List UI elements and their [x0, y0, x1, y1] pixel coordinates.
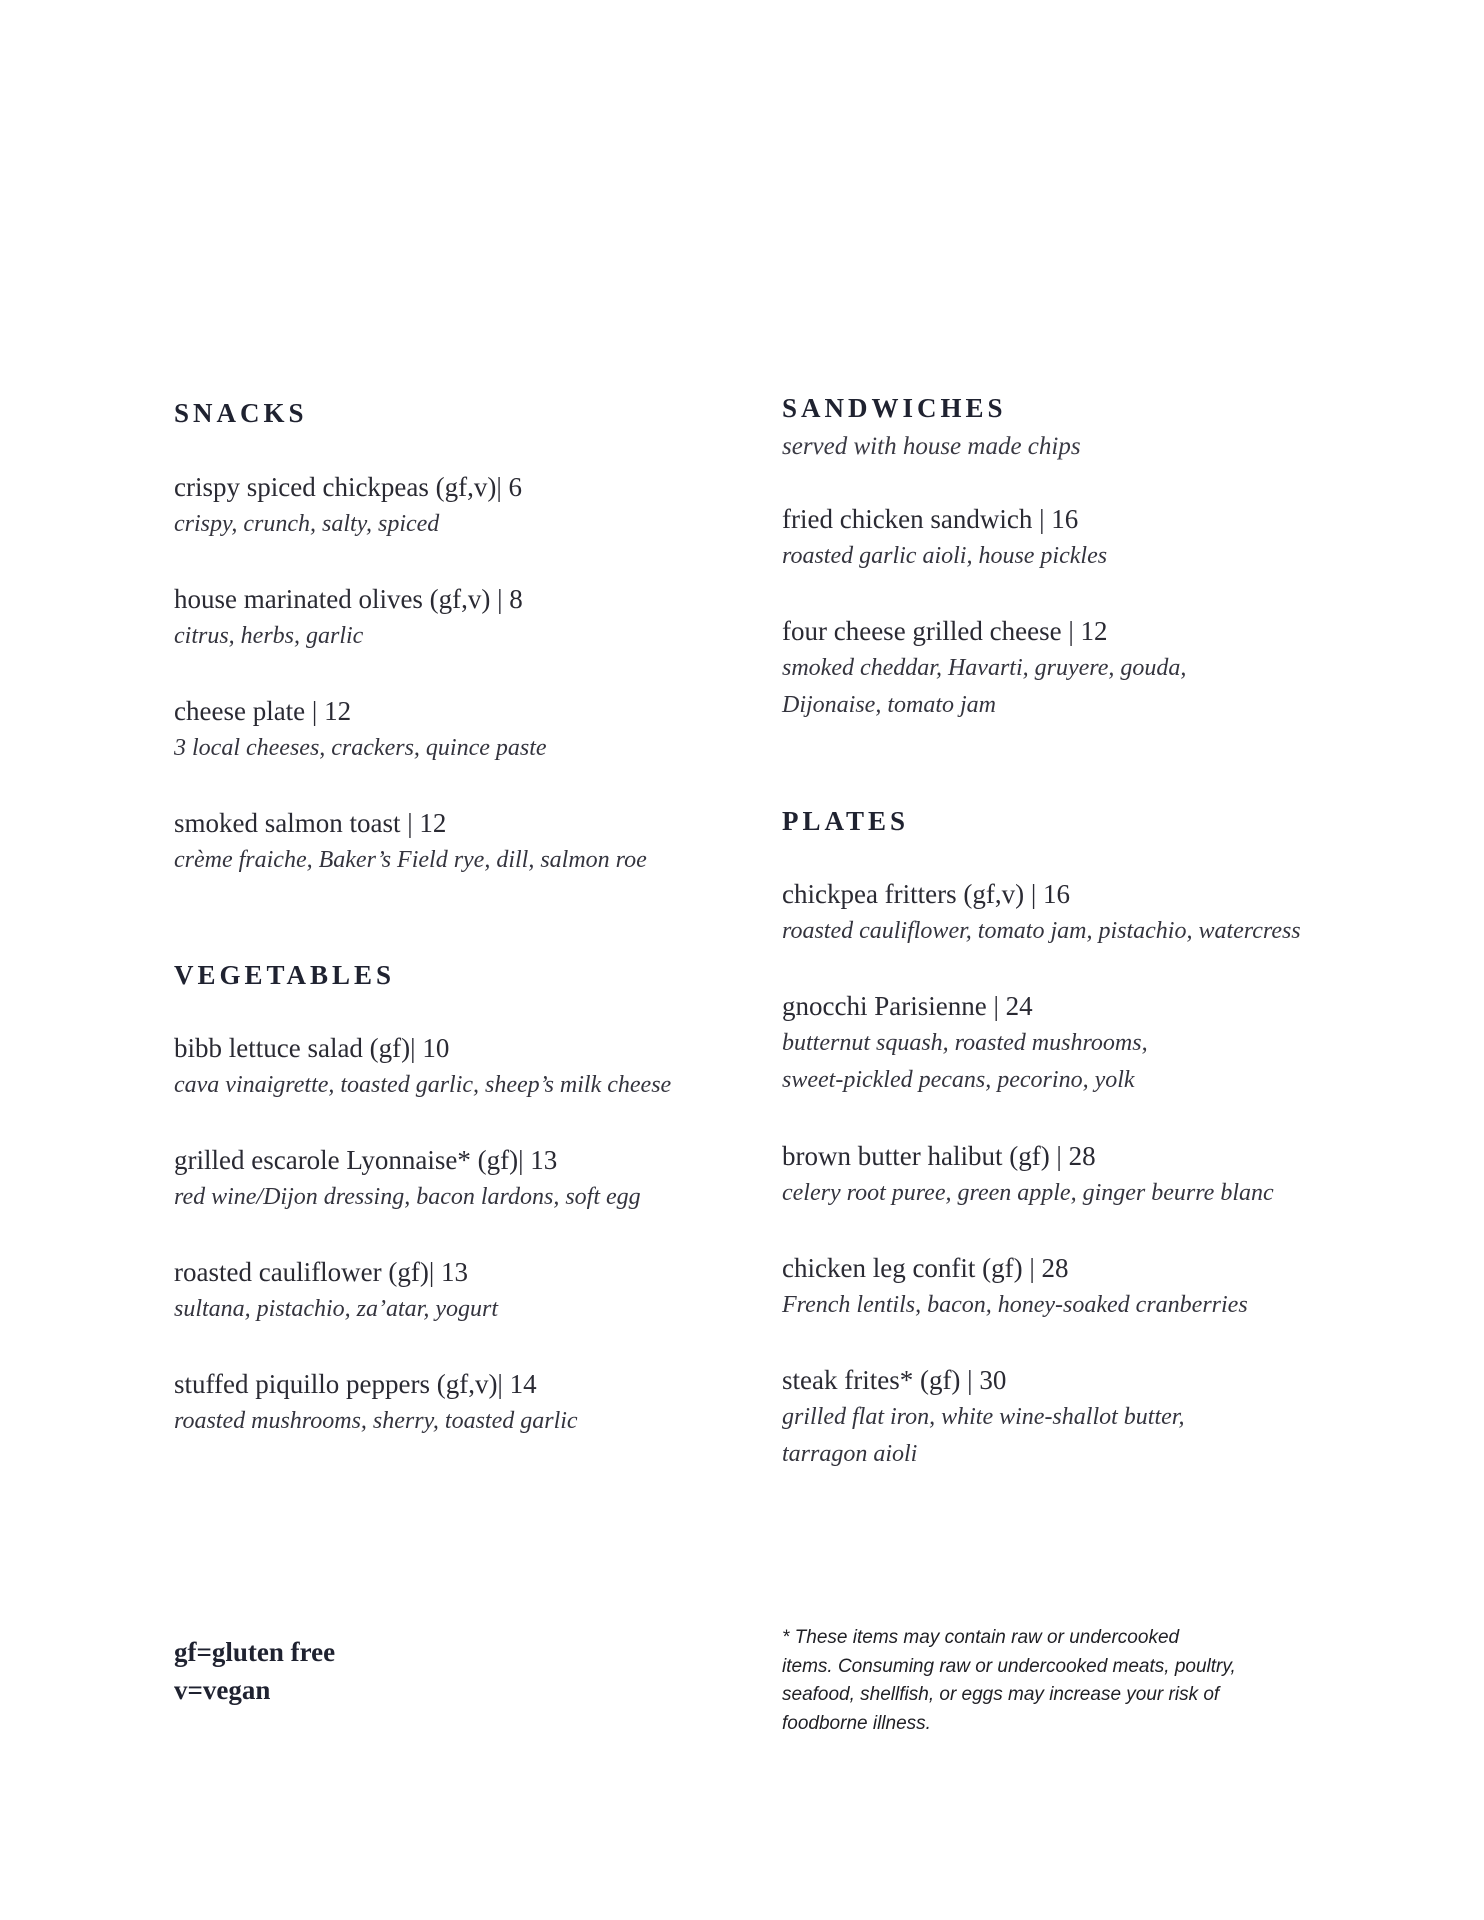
item-description: grilled flat iron, white wine-shallot butter, [782, 1404, 1185, 1430]
item-description: red wine/Dijon dressing, bacon lardons, soft egg [174, 1184, 641, 1210]
item-description: tarragon aioli [782, 1441, 918, 1467]
section-heading-snacks: SNACKS [174, 398, 308, 428]
menu-item [174, 1029, 794, 1104]
disclaimer-line: items. Consuming raw or undercooked meats, poultry, [782, 1655, 1236, 1677]
menu-item [174, 1141, 794, 1216]
item-description: crème fraiche, Baker’s Field rye, dill, salmon roe [174, 847, 647, 873]
raw-food-disclaimer [782, 1624, 1282, 1738]
item-description: smoked cheddar, Havarti, gruyere, gouda, [782, 655, 1187, 681]
menu-item [174, 692, 794, 767]
menu-item [174, 468, 794, 543]
item-name: house marinated olives (gf,v) | 8 [174, 584, 523, 614]
item-name: steak frites* (gf) | 30 [782, 1365, 1007, 1395]
item-description: sultana, pistachio, za’atar, yogurt [174, 1296, 499, 1322]
menu-item [174, 804, 794, 879]
menu-item [174, 580, 794, 655]
item-description: roasted garlic aioli, house pickles [782, 543, 1108, 569]
menu-item [782, 612, 1402, 724]
item-description: roasted mushrooms, sherry, toasted garlic [174, 1408, 578, 1434]
section-heading-vegetables: VEGETABLES [174, 960, 396, 990]
section-heading-sandwiches: SANDWICHES [782, 393, 1007, 423]
legend-vegan: v=vegan [174, 1675, 271, 1705]
menu-item [782, 1137, 1402, 1212]
item-description: butternut squash, roasted mushrooms, [782, 1030, 1148, 1056]
item-description: 3 local cheeses, crackers, quince paste [174, 735, 547, 761]
item-name: four cheese grilled cheese | 12 [782, 616, 1108, 646]
item-name: bibb lettuce salad (gf)| 10 [174, 1033, 450, 1063]
item-name: chickpea fritters (gf,v) | 16 [782, 879, 1071, 909]
menu-item [782, 875, 1402, 950]
item-name: stuffed piquillo peppers (gf,v)| 14 [174, 1369, 537, 1399]
item-name: brown butter halibut (gf) | 28 [782, 1141, 1096, 1171]
item-description: French lentils, bacon, honey-soaked cranberries [782, 1292, 1248, 1318]
disclaimer-line: foodborne illness. [782, 1712, 931, 1734]
item-description: sweet-pickled pecans, pecorino, yolk [782, 1067, 1135, 1093]
item-name: grilled escarole Lyonnaise* (gf)| 13 [174, 1145, 558, 1175]
menu-item [782, 987, 1402, 1099]
dietary-legend [174, 1633, 335, 1709]
disclaimer-line: seafood, shellfish, or eggs may increase your risk of [782, 1684, 1220, 1705]
item-description: roasted cauliflower, tomato jam, pistachio, watercress [782, 918, 1301, 944]
item-name: fried chicken sandwich | 16 [782, 504, 1079, 534]
item-description: Dijonaise, tomato jam [782, 692, 996, 718]
section-subheading: served with house made chips [782, 433, 1081, 460]
menu-item [174, 1365, 794, 1440]
menu-item [782, 1361, 1402, 1473]
disclaimer-line: * These items may contain raw or undercooked [782, 1627, 1180, 1648]
item-description: celery root puree, green apple, ginger beurre blanc [782, 1180, 1274, 1206]
item-name: crispy spiced chickpeas (gf,v)| 6 [174, 472, 523, 502]
item-name: chicken leg confit (gf) | 28 [782, 1253, 1069, 1283]
item-name: gnocchi Parisienne | 24 [782, 991, 1033, 1021]
item-name: roasted cauliflower (gf)| 13 [174, 1257, 469, 1287]
item-description: citrus, herbs, garlic [174, 623, 364, 649]
menu-item [782, 500, 1402, 575]
item-name: cheese plate | 12 [174, 696, 352, 726]
menu-item [782, 1249, 1402, 1324]
item-description: crispy, crunch, salty, spiced [174, 511, 440, 537]
menu-item [174, 1253, 794, 1328]
section-heading-plates: PLATES [782, 806, 910, 836]
legend-gluten-free: gf=gluten free [174, 1637, 336, 1667]
item-description: cava vinaigrette, toasted garlic, sheep’s milk cheese [174, 1072, 672, 1098]
item-name: smoked salmon toast | 12 [174, 808, 447, 838]
